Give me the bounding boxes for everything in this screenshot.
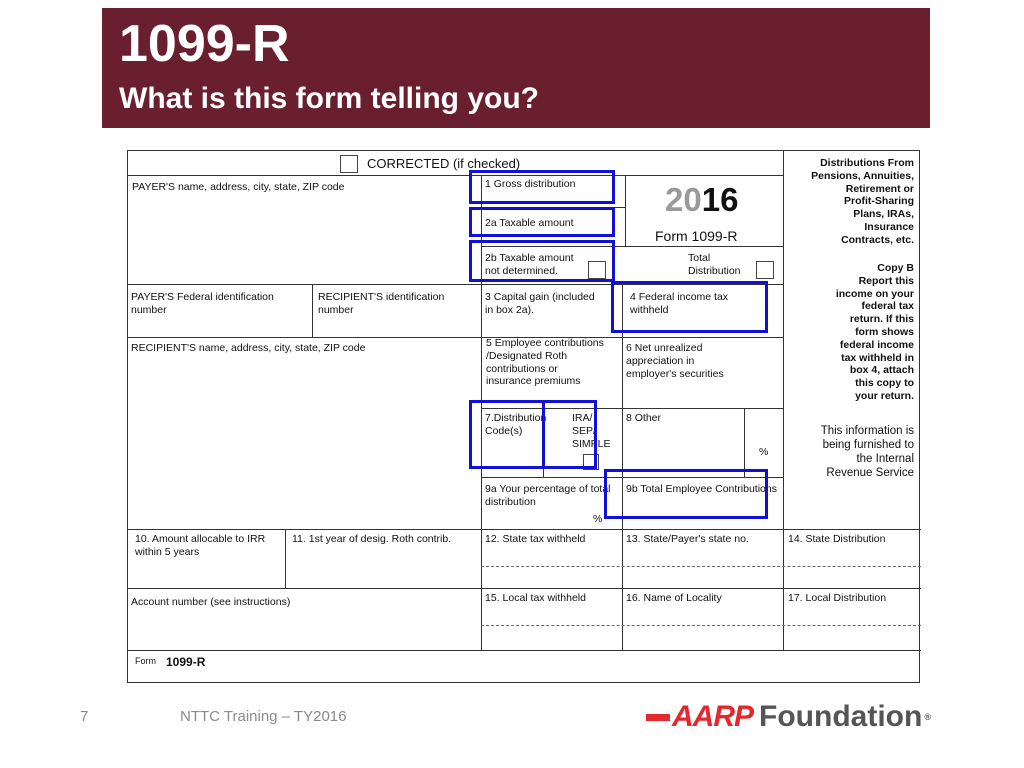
copy-b-instructions: Copy B Report this income on your federal tax return. If this form shows federal income tax withheld in box 4, attach this copy to your return. (835, 262, 914, 402)
highlight-ira-sep-simple (542, 400, 597, 469)
logo-foundation: Foundation (759, 700, 923, 733)
rule (128, 337, 783, 338)
highlight-box9b (604, 469, 768, 519)
box12-label: 12. State tax withheld (485, 533, 586, 545)
box17-label: 17. Local Distribution (788, 592, 887, 604)
form-name: Form 1099-R (655, 228, 738, 244)
slide-subtitle: What is this form telling you? (119, 82, 539, 115)
box15-label: 15. Local tax withheld (485, 592, 586, 604)
rule (744, 408, 745, 477)
highlight-box2b (469, 240, 615, 282)
rule (128, 529, 921, 530)
box11-label: 11. 1st year of desig. Roth contrib. (292, 533, 452, 545)
box4-label: 4 Federal income tax withheld (630, 291, 729, 316)
box7-label: 7.Distribution Code(s) (485, 412, 547, 437)
corrected-checkbox (340, 155, 358, 173)
rule (285, 529, 286, 588)
highlight-box4 (611, 281, 768, 333)
logo-registered: ® (924, 712, 931, 722)
total-distribution-label: Total Distribution (688, 252, 741, 277)
payer-fid-label: PAYER'S Federal identification number (131, 291, 274, 316)
footer-text: NTTC Training – TY2016 (180, 708, 347, 725)
box8-label: 8 Other (626, 412, 662, 424)
highlight-box1 (469, 170, 615, 204)
rule (622, 284, 623, 650)
box14-label: 14. State Distribution (788, 533, 886, 545)
payer-name-label: PAYER'S name, address, city, state, ZIP code (132, 181, 345, 193)
box3-label: 3 Capital gain (included in box 2a). (485, 291, 595, 316)
box10-label: 10. Amount allocable to IRR within 5 years (135, 533, 266, 558)
title-band (102, 8, 930, 128)
corrected-label: CORRECTED (if checked) (367, 156, 521, 171)
box9a-percent: % (593, 513, 603, 525)
recipient-id-label: RECIPIENT'S identification number (318, 291, 445, 316)
total-distribution-checkbox (756, 261, 774, 279)
highlight-box7 (469, 400, 545, 469)
rule (128, 175, 783, 176)
rule (128, 588, 921, 589)
box13-label: 13. State/Payer's state no. (626, 533, 749, 545)
box16-label: 16. Name of Locality (626, 592, 722, 604)
tax-year: 2016 (665, 181, 739, 218)
rule (625, 175, 626, 247)
page-number: 7 (80, 708, 89, 725)
box8-percent: % (759, 446, 769, 458)
box1-label: 1 Gross distribution (485, 178, 576, 190)
form-footer-number: 1099-R (166, 655, 206, 669)
rule (783, 151, 784, 650)
dashed-rule (481, 625, 921, 626)
rule (128, 284, 481, 285)
box9b-label: 9b Total Employee Contributions (626, 483, 777, 495)
recipient-name-label: RECIPIENT'S name, address, city, state, ZIP code (131, 342, 366, 354)
highlight-box2a (469, 207, 615, 237)
box5-label: 5 Employee contributions /Designated Roth contributions or insurance premiums (486, 337, 604, 388)
box6-label: 6 Net unrealized appreciation in employer's securities (626, 342, 724, 380)
dashed-rule (481, 566, 921, 567)
logo-aarp: AARP (672, 700, 754, 733)
account-number-label: Account number (see instructions) (131, 596, 291, 608)
rule (312, 284, 313, 337)
form-footer-label: Form (135, 656, 156, 666)
aarp-foundation-logo (646, 700, 931, 734)
ira-sep-simple-label: IRA/ SEP/ SIMPLE (572, 412, 611, 450)
box9a-label: 9a Your percentage of total distribution (485, 483, 611, 508)
box2b-label: 2b Taxable amount not determined. (485, 252, 574, 277)
title-block: Distributions From Pensions, Annuities, Retirement or Profit-Sharing Plans, IRAs, Insurance Contracts, etc. (811, 157, 914, 246)
box2a-label: 2a Taxable amount (485, 217, 574, 229)
slide-title: 1099-R (119, 15, 290, 73)
rule (128, 650, 921, 651)
irs-notice: This information is being furnished to the Internal Revenue Service (820, 425, 914, 480)
